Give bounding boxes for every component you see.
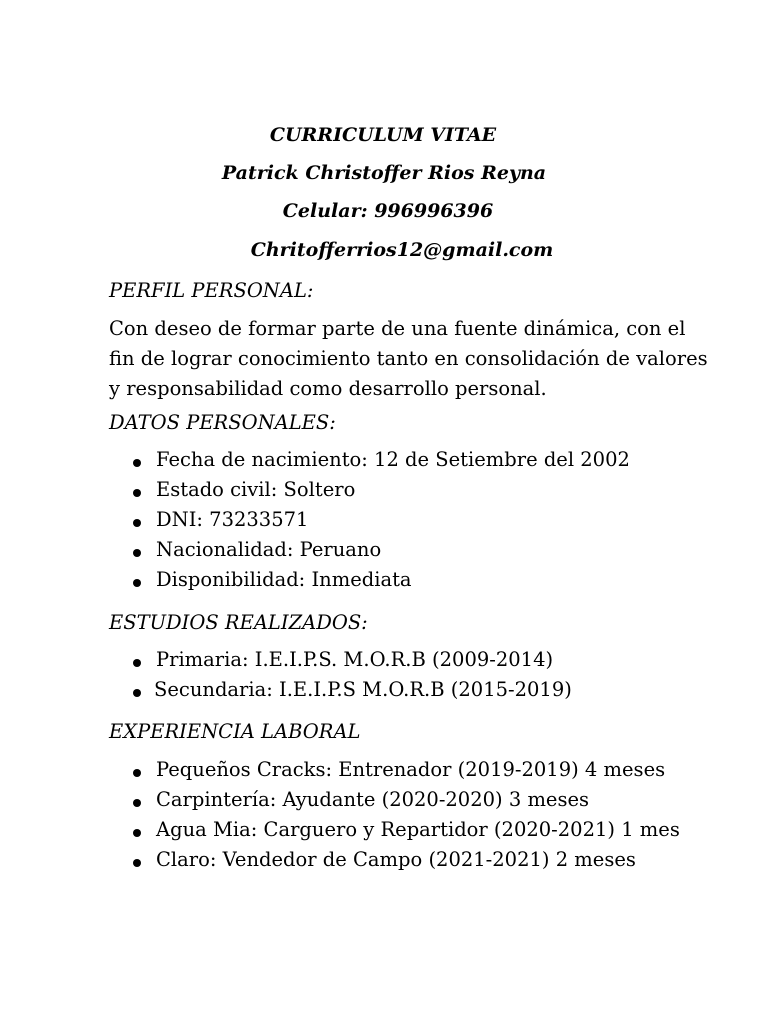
bullet-icon [133, 489, 141, 497]
list-item-text: Fecha de nacimiento: 12 de Setiembre del 2002 [156, 448, 630, 471]
list-item-text: Pequeños Cracks: Entrenador (2019-2019) 4 meses [156, 758, 666, 781]
bullet-icon [133, 829, 141, 837]
bullet-icon [133, 769, 141, 777]
section-heading-experiencia: EXPERIENCIA LABORAL [109, 720, 361, 743]
bullet-icon [133, 859, 141, 867]
bullet-icon [133, 659, 141, 667]
candidate-name: Patrick Christoffer Rios Reyna [221, 162, 547, 184]
list-item-text: Agua Mia: Carguero y Repartidor (2020-2021) 1 mes [156, 818, 680, 841]
section-heading-perfil: PERFIL PERSONAL: [109, 279, 314, 302]
bullet-icon [133, 459, 141, 467]
list-item-text: Secundaria: I.E.I.P.S M.O.R.B (2015-2019) [154, 678, 572, 701]
bullet-icon [133, 549, 141, 557]
list-item-text: Primaria: I.E.I.P.S. M.O.R.B (2009-2014) [156, 648, 554, 671]
section-heading-estudios: ESTUDIOS REALIZADOS: [109, 611, 368, 634]
section-heading-datos: DATOS PERSONALES: [109, 411, 336, 434]
document-title: CURRICULUM VITAE [269, 124, 497, 146]
list-item-text: Nacionalidad: Peruano [156, 538, 382, 561]
perfil-paragraph [109, 314, 739, 404]
list-item-text: Disponibilidad: Inmediata [156, 568, 412, 591]
list-item-text: Estado civil: Soltero [156, 478, 356, 501]
list-item-text: Claro: Vendedor de Campo (2021-2021) 2 meses [156, 848, 636, 871]
list-item-text: Carpintería: Ayudante (2020-2020) 3 meses [156, 788, 590, 811]
perfil-line: y responsabilidad como desarrollo personal. [109, 377, 547, 400]
perfil-line: Con deseo de formar parte de una fuente dinámica, con el [109, 317, 686, 340]
email-address: Chritofferrios12@gmail.com [250, 239, 554, 261]
perfil-line: fin de lograr conocimiento tanto en consolidación de valores [109, 347, 708, 370]
phone-number: Celular: 996996396 [282, 200, 494, 222]
list-item-text: DNI: 73233571 [156, 508, 309, 531]
bullet-icon [133, 799, 141, 807]
bullet-icon [133, 689, 141, 697]
bullet-icon [133, 519, 141, 527]
bullet-icon [133, 579, 141, 587]
